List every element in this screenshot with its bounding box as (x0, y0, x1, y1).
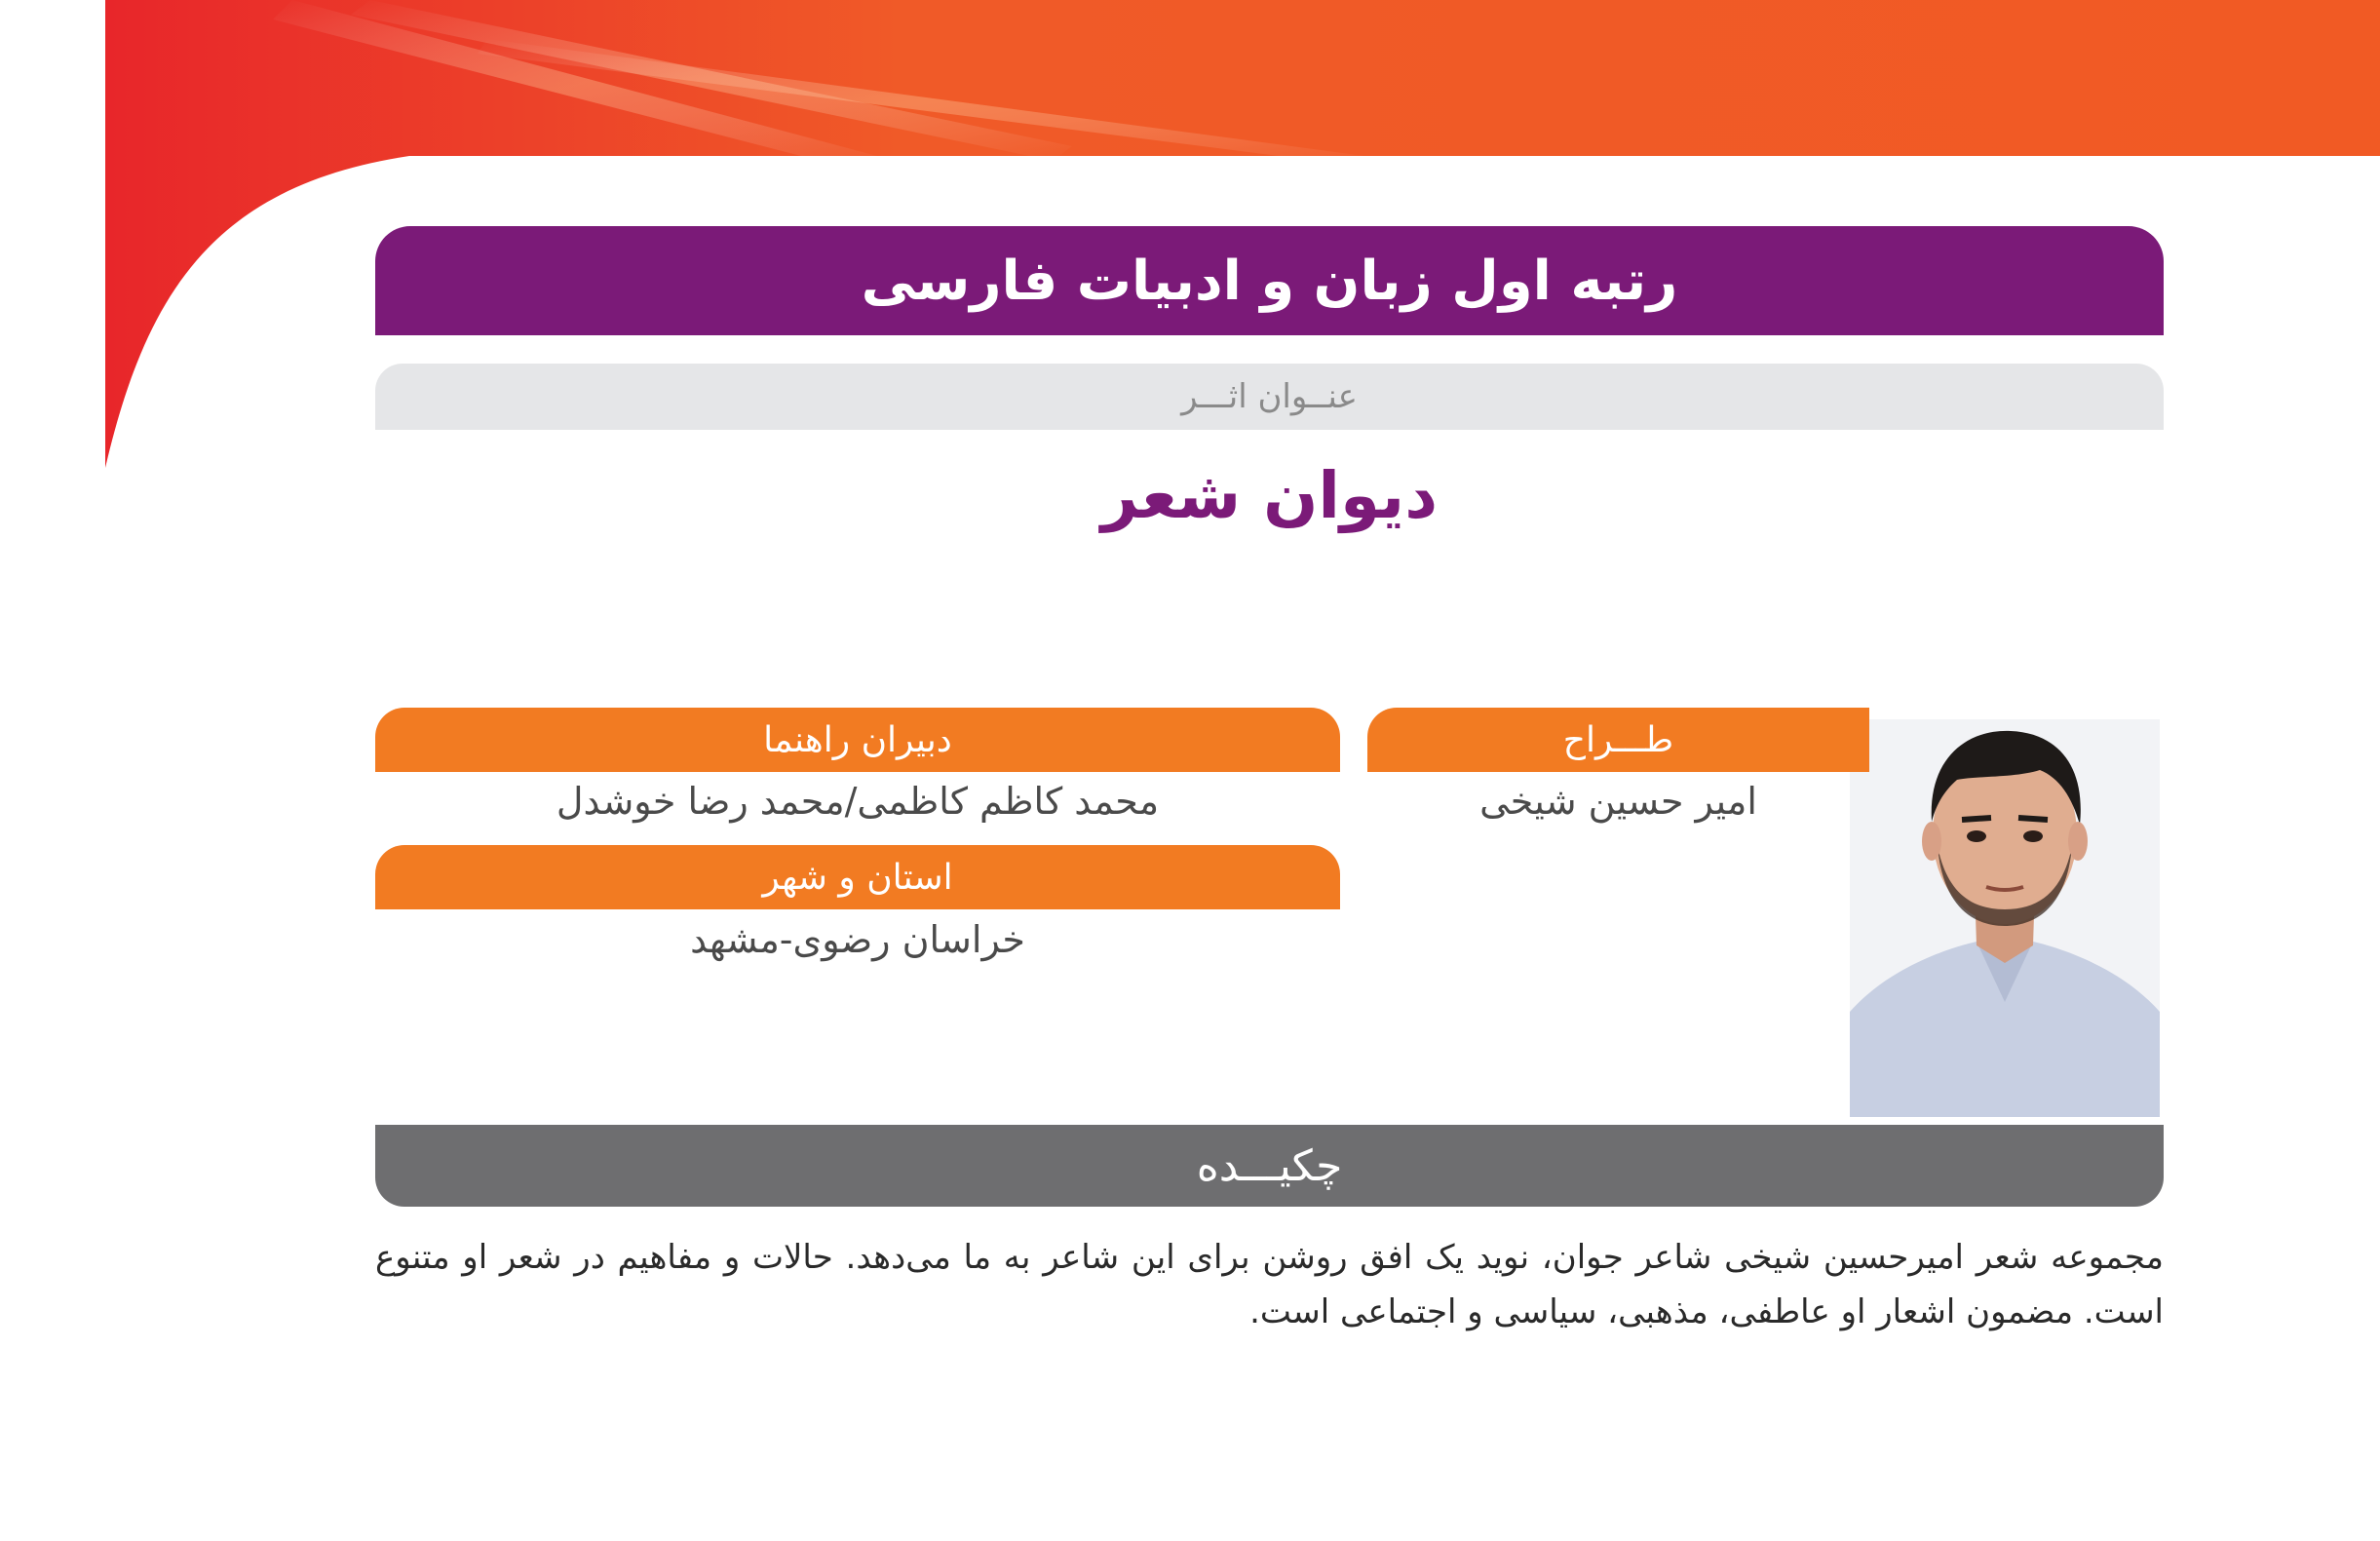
designer-name: امیر حسین شیخی (1479, 780, 1757, 823)
person-photo-icon (1850, 719, 2160, 1117)
abstract-label: چکیـــده (1196, 1140, 1343, 1191)
work-label-bar (375, 364, 2164, 430)
teachers-label-tab (375, 708, 1340, 772)
location-label-tab (375, 845, 1340, 909)
abstract-text: مجموعه شعر امیرحسین شیخی شاعر جوان، نوید یک افق روشن برای این شاعر به ما می‌دهد. حالات و مفاهیم در شعر او متنوع است. مضمون اشعار او عاطفی، مذهبی، سیاسی و اجتماعی است. (375, 1238, 2164, 1331)
teachers-label: دبیران راهنما (763, 719, 952, 760)
work-label: عنــوان اثـــر (1181, 377, 1358, 416)
location-value: خراسان رضوی-مشهد (690, 918, 1025, 961)
location-label: استان و شهر (762, 857, 953, 898)
designer-label-tab (1367, 708, 1869, 772)
abstract-label-bar (375, 1125, 2164, 1207)
rank-title: رتبه اول زبان و ادبیات فارسی (861, 249, 1678, 313)
designer-photo (1850, 719, 2160, 1117)
rank-title-bar (375, 226, 2164, 335)
teachers-names: محمد کاظم کاظمی/محمد رضا خوشدل (556, 780, 1160, 823)
work-title: دیوان شعر (1100, 458, 1439, 533)
designer-label: طـــراح (1562, 719, 1674, 760)
